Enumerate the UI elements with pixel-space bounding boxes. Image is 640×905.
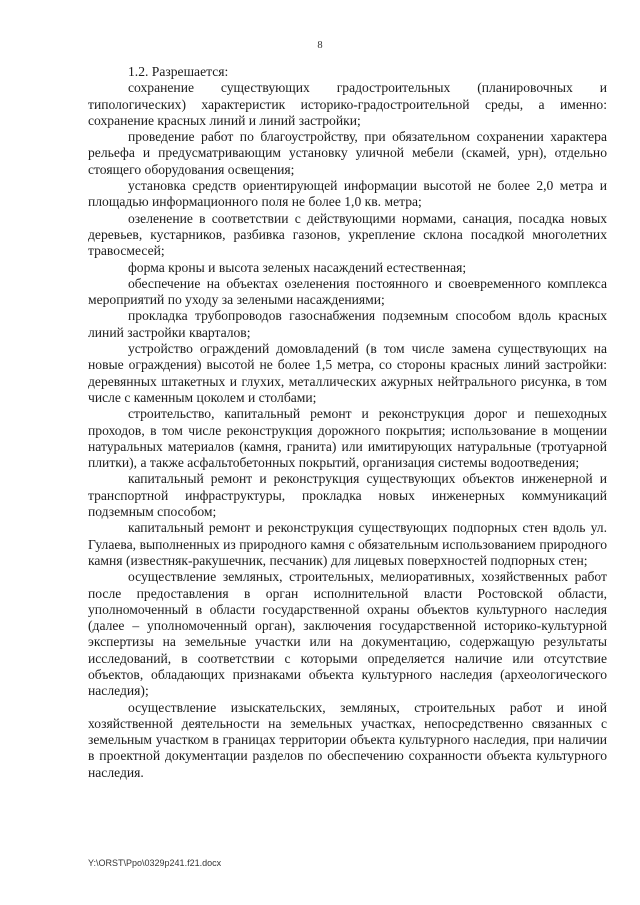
- paragraph: осуществление изыскательских, земляных, строительных работ и иной хозяйственной деятельности на земельных участках, непосредственно связанных с земельным участком в границах территории объекта культурного наследия, при наличии в проектной документации разделов по обеспечению сохранности объекта культурного наследия.: [88, 699, 607, 780]
- footer-file-path: Y:\ORST\Ppo\0329p241.f21.docx: [88, 858, 222, 868]
- paragraph: устройство ограждений домовладений (в том числе замена существующих на новые ограждения) высотой не более 1,5 метра, со стороны красных линий застройки: деревянных штакетных и глухих, металлических ажурных нейтрального рисунка, в том числе с каменным цоколем и столбами;: [88, 341, 607, 405]
- paragraph: строительство, капитальный ремонт и реконструкция дорог и пешеходных проходов, в том числе реконструкция дорожного покрытия; использование в мощении натуральных материалов (камня, гранита) или имитирующих натуральные (тротуарной плитки), а также асфальтобетонных покрытий, организация системы водоотведения;: [88, 406, 607, 471]
- section-heading: 1.2. Разрешается:: [128, 64, 229, 79]
- paragraph: проведение работ по благоустройству, при обязательном сохранении характера рельефа и предусматривающим установку уличной мебели (скамей, урн), отдельно стоящего оборудования освещения;: [88, 129, 607, 177]
- paragraph: капитальный ремонт и реконструкция существующих подпорных стен вдоль ул. Гулаева, выполненных из природного камня с обязательным использованием природного камня (известняк-ракушечник, песчаник) для лицевых поверхностей подпорных стен;: [88, 520, 607, 568]
- paragraph: озеленение в соответствии с действующими нормами, санация, посадка новых деревьев, кустарников, разбивка газонов, укрепление склона посадкой многолетних травосмесей;: [88, 210, 607, 259]
- document-body: [88, 64, 607, 781]
- page-number: 8: [317, 40, 323, 51]
- paragraph: прокладка трубопроводов газоснабжения подземным способом вдоль красных линий застройки кварталов;: [88, 308, 607, 340]
- paragraph: капитальный ремонт и реконструкция существующих объектов инженерной и транспортной инфраструктуры, прокладка новых инженерных коммуникаций подземным способом;: [88, 471, 607, 520]
- paragraph: обеспечение на объектах озеленения постоянного и своевременного комплекса мероприятий по уходу за зелеными насаждениями;: [88, 275, 607, 308]
- paragraph: установка средств ориентирующей информации высотой не более 2,0 метра и площадью информационного поля не более 1,0 кв. метра;: [88, 178, 607, 210]
- paragraph: осуществление земляных, строительных, мелиоративных, хозяйственных работ после предоставления в орган исполнительной власти Ростовской области, уполномоченный в области государственной охраны объектов культурного наследия (далее – уполномоченный орган), заключения государственной историко-культурной экспертизы на земельные участки или на документацию, содержащую результаты исследований, в соответствии с которыми определяется наличие или отсутствие объектов, обладающих признаками объекта культурного наследия (археологического наследия);: [88, 569, 607, 699]
- paragraph: сохранение существующих градостроительных (планировочных и типологических) характеристик историко-градостроительной среды, а именно: сохранение красных линий и линий застройки;: [88, 80, 607, 128]
- paragraph: форма кроны и высота зеленых насаждений естественная;: [128, 259, 467, 275]
